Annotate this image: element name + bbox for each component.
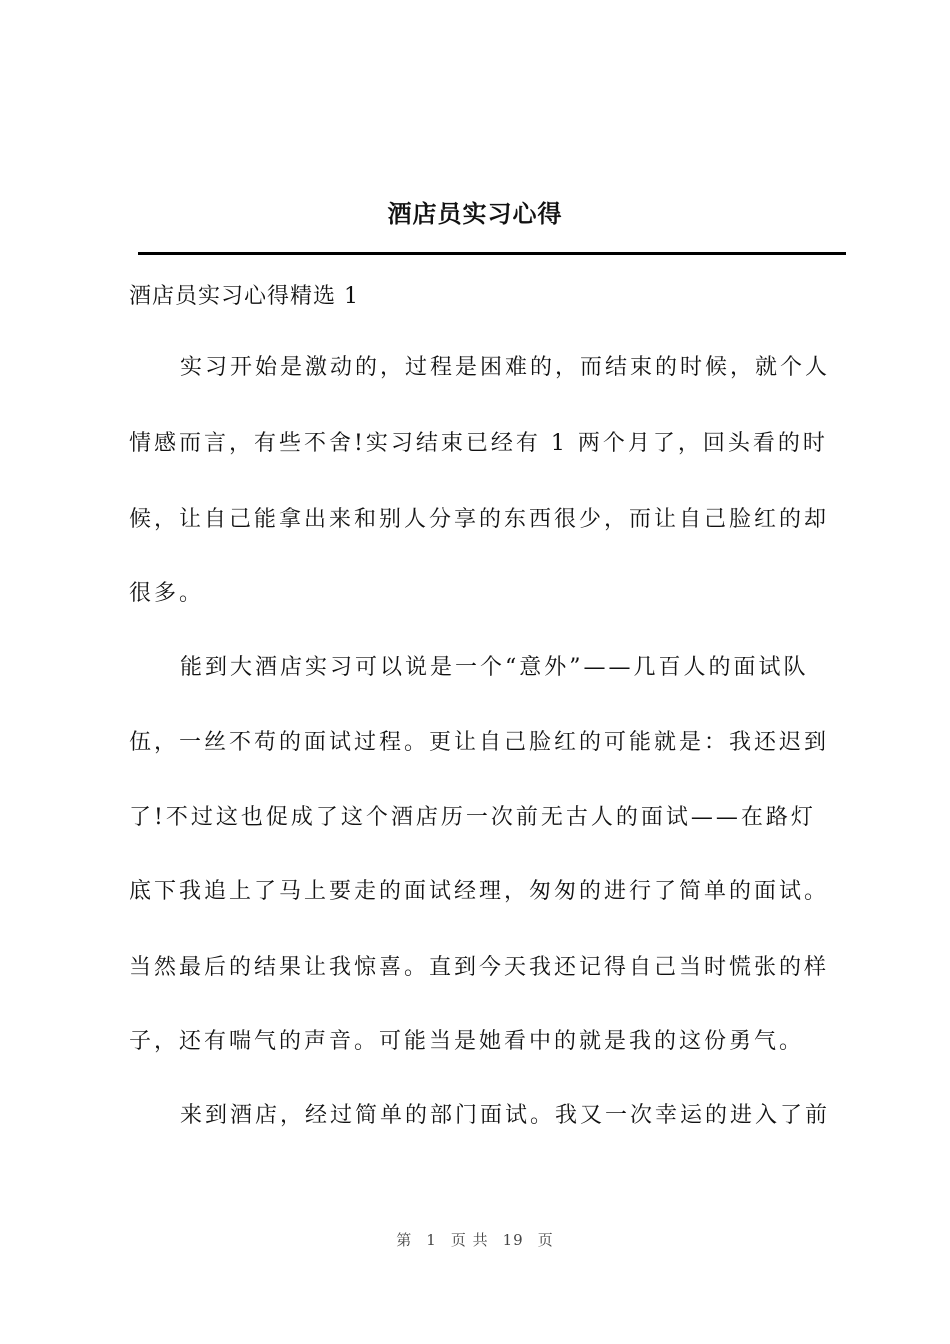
paragraph-line: 当然最后的结果让我惊喜。直到今天我还记得自己当时慌张的样 — [129, 955, 830, 980]
page-footer — [0, 1228, 950, 1252]
paragraph-line: 子，还有喘气的声音。可能当是她看中的就是我的这份勇气。 — [129, 1029, 805, 1054]
paragraph-line: 能到大酒店实习可以说是一个“意外”——几百人的面试队 — [180, 655, 809, 680]
paragraph-line: 来到酒店，经过简单的部门面试。我又一次幸运的进入了前 — [180, 1103, 831, 1128]
paragraph-line: 情感而言，有些不舍!实习结束已经有 1 两个月了，回头看的时 — [129, 431, 828, 456]
paragraph-line: 实习开始是激动的，过程是困难的，而结束的时候，就个人 — [180, 355, 831, 380]
paragraph-line: 很多。 — [129, 581, 205, 606]
footer-total-pages: 19 — [502, 1231, 524, 1249]
footer-prefix: 第 — [396, 1231, 413, 1249]
title-divider — [138, 252, 846, 255]
footer-suffix: 页 — [537, 1231, 554, 1249]
paragraph-line: 了!不过这也促成了这个酒店历一次前无古人的面试——在路灯 — [129, 805, 816, 830]
paragraph-line: 伍，一丝不苟的面试过程。更让自己脸红的可能就是：我还迟到 — [129, 730, 830, 755]
paragraph-line: 候，让自己能拿出来和别人分享的东西很少，而让自己脸红的却 — [129, 507, 830, 532]
footer-middle: 页 共 — [450, 1231, 489, 1249]
document-title: 酒店员实习心得 — [387, 199, 563, 228]
section-heading: 酒店员实习心得精选 1 — [129, 284, 359, 309]
footer-current-page: 1 — [426, 1231, 437, 1249]
paragraph-line: 底下我追上了马上要走的面试经理，匆匆的进行了简单的面试。 — [129, 879, 830, 904]
